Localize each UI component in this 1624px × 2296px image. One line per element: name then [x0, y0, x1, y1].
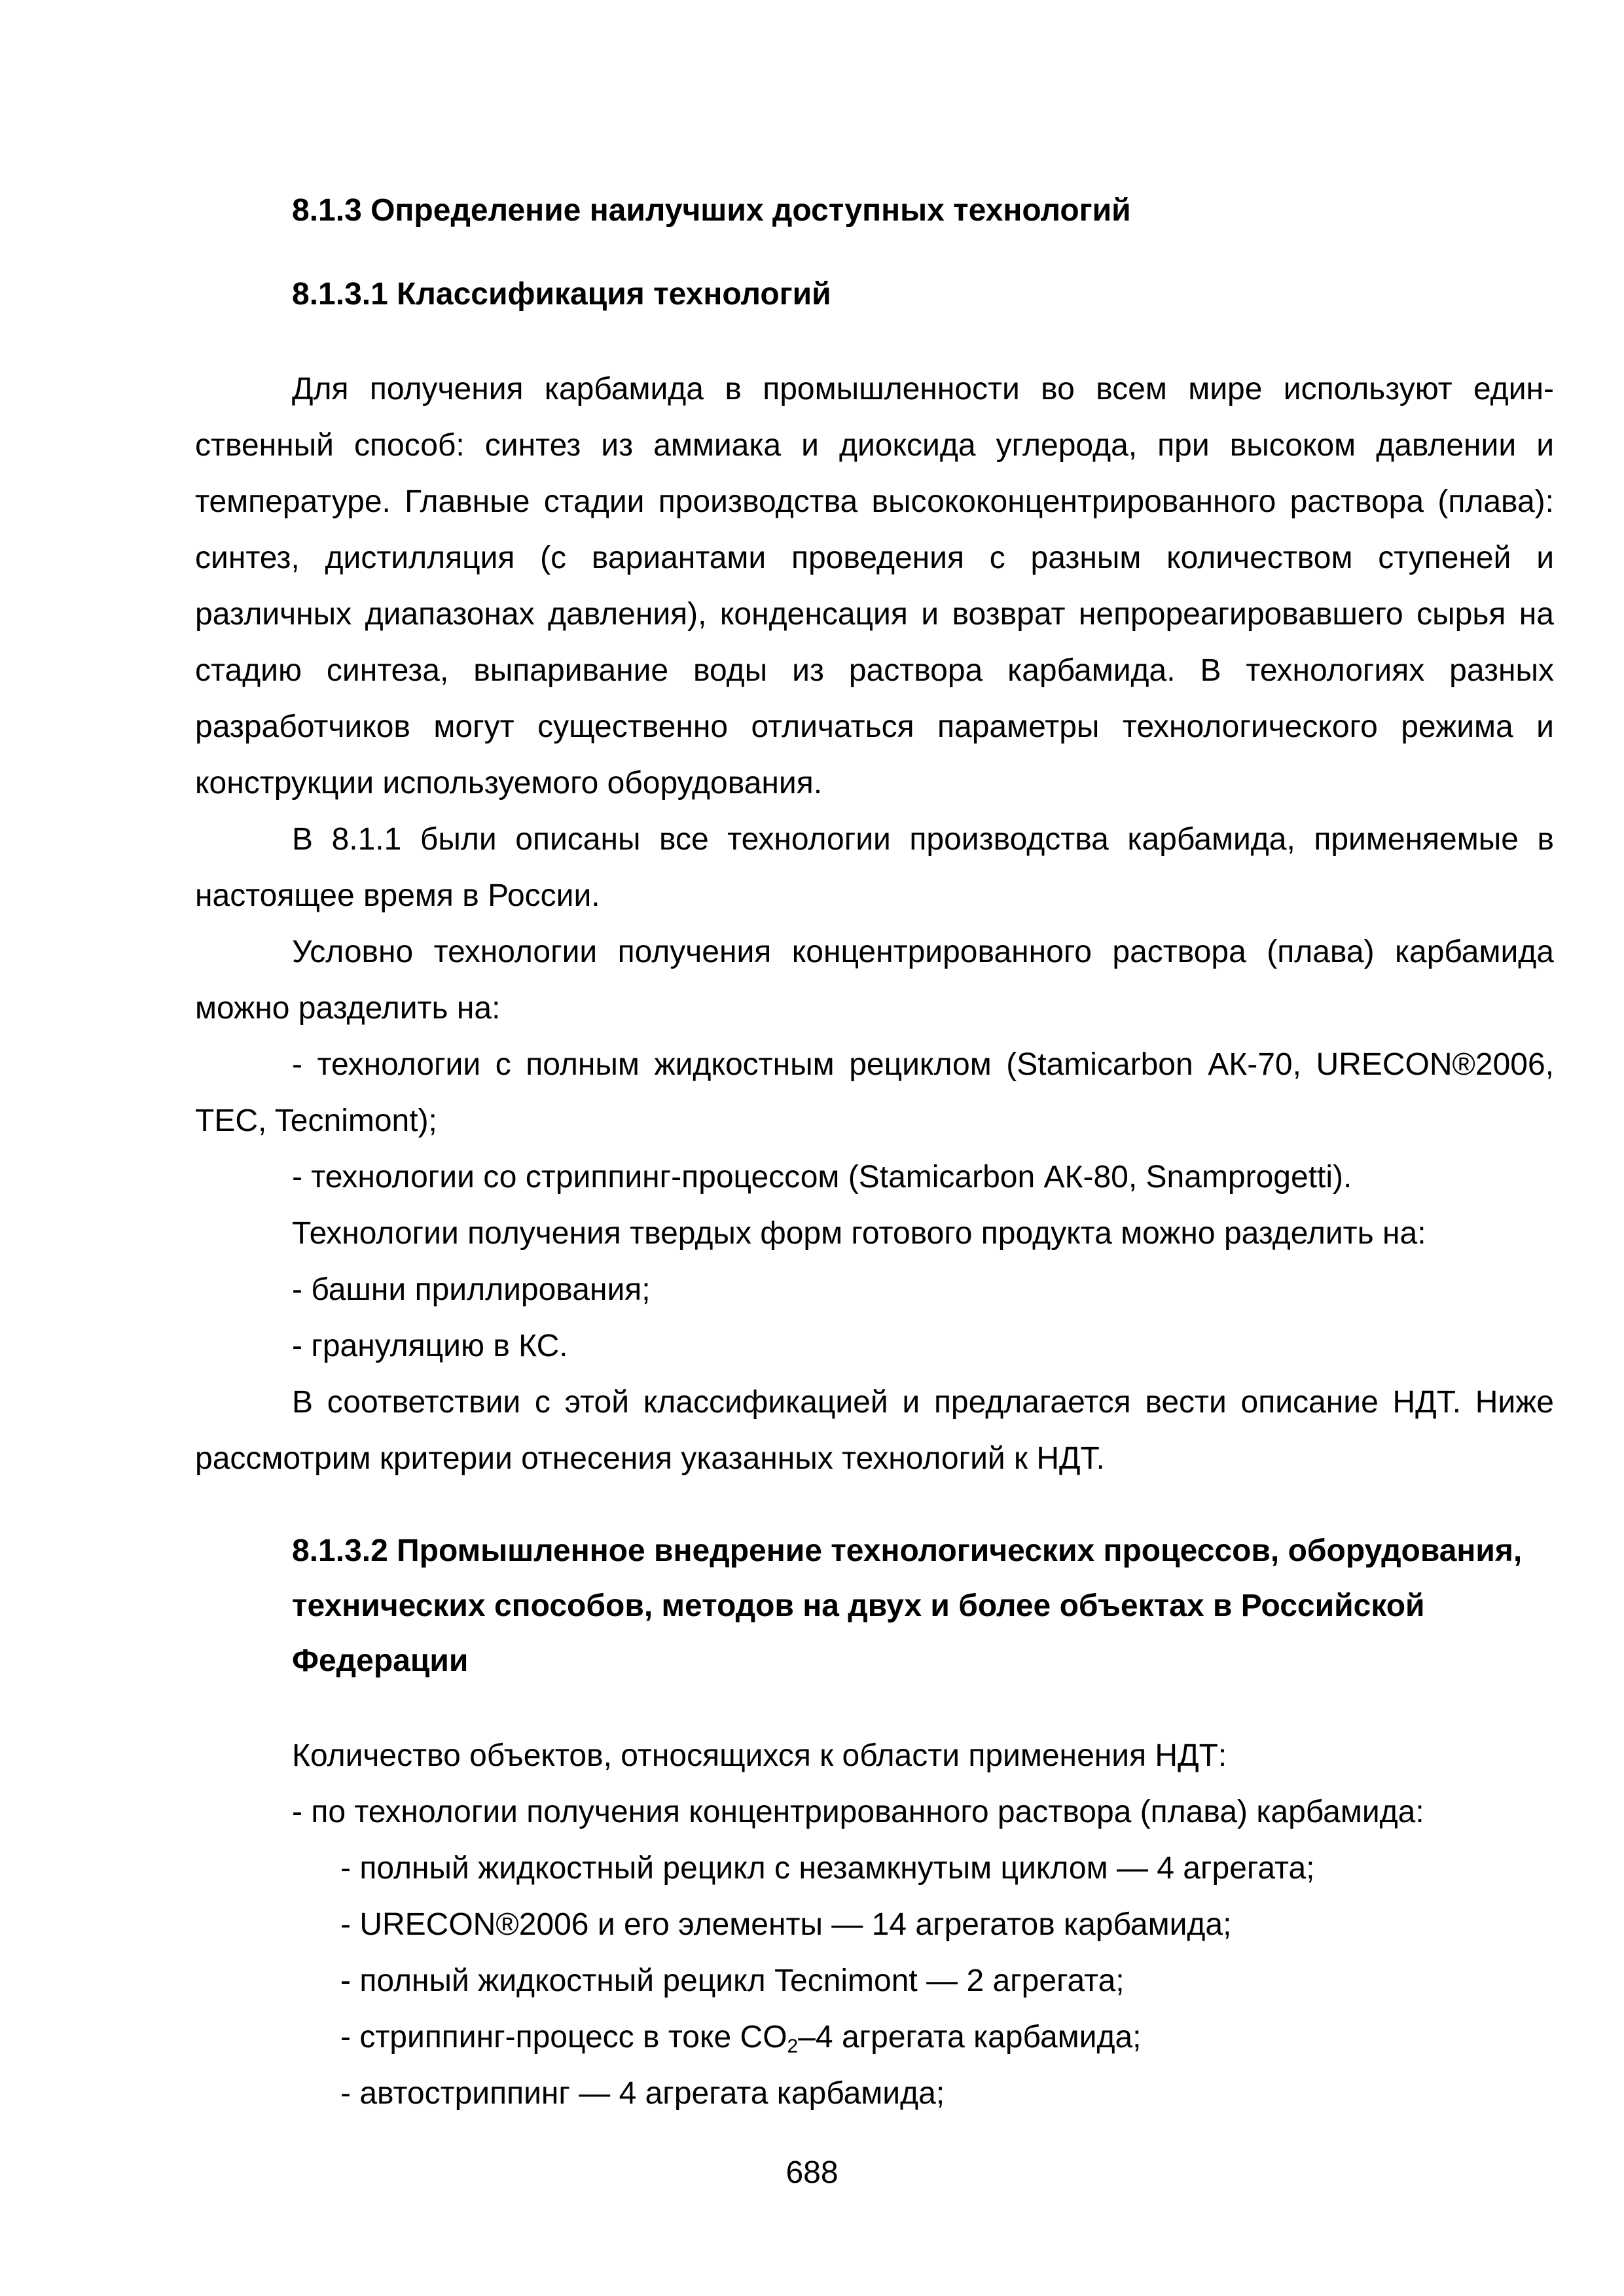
paragraph-technologies-reference: В 8.1.1 были описаны все технологии производства карбамида, применяемые в настоящее время в России.	[195, 822, 1554, 913]
paragraph-concentrated-solution: - по технологии получения концентрированного раствора (плава) карбамида:	[292, 1795, 1424, 1829]
subsection-heading-8-1-3-2: 8.1.3.2 Промышленное внедрение технологических процессов, оборудования, технических способов, методов на двух и более объектах в Российской Федерации	[292, 1534, 1523, 1678]
list-item-co2-stripping-text: - стриппинг-процесс в токе CO	[340, 2020, 787, 2054]
section-heading-8-1-3: 8.1.3 Определение наилучших доступных технологий	[292, 193, 1131, 228]
paragraph-liquid-recycle: - технологии с полным жидкостным рециклом (Stamicarbon АК-70, URECON®2006, TEC, Tecnimont);	[195, 1047, 1554, 1138]
list-item-autostripping: - автостриппинг — 4 агрегата карбамида;	[340, 2076, 945, 2111]
co2-subscript: 2	[787, 2036, 799, 2057]
paragraph-prilling: - башни приллирования;	[292, 1272, 651, 1307]
paragraph-carbamide-synthesis: Для получения карбамида в промышленности во всем мире используют единственный способ: синтез из аммиака и диоксида углерода, при высоком давлении и температуре. Главные стадии производства высококонцентрированного раствора (плава): синтез, дистилляция (с вариантами проведения с разным количеством ступеней и различных диапазонах давления), конденсация и возврат непрореагировавшего сырья на стадию синтеза, выпаривание воды из раствора карбамида. В технологиях разных разработчиков могут существенно отличаться параметры технологического режима и конструкции используемого оборудования.	[195, 372, 1554, 800]
list-item-tecnimont: - полный жидкостный рецикл Tecnimont — 2 агрегата;	[340, 1964, 1125, 1998]
list-item-urecon: - URECON®2006 и его элементы — 14 агрегатов карбамида;	[340, 1907, 1232, 1942]
paragraph-granulation: - грануляцию в КС.	[292, 1329, 568, 1363]
list-item-open-cycle: - полный жидкостный рецикл с незамкнутым циклом — 4 агрегата;	[340, 1851, 1315, 1886]
paragraph-objects-count: Количество объектов, относящихся к области применения НДТ:	[292, 1738, 1227, 1773]
page-content	[195, 183, 1554, 2122]
list-item-co2-stripping	[195, 2009, 1554, 2066]
paragraph-solid-forms: Технологии получения твердых форм готового продукта можно разделить на:	[292, 1216, 1426, 1251]
list-item-co2-stripping-rest: –4 агрегата карбамида;	[798, 2020, 1142, 2054]
subsection-heading-8-1-3-1: 8.1.3.1 Классификация технологий	[292, 277, 831, 312]
paragraph-classification-intro: Условно технологии получения концентрированного раствора (плава) карбамида можно разделить на:	[195, 935, 1554, 1026]
paragraph-stripping: - технологии со стриппинг-процессом (Stamicarbon АК-80, Snamprogetti).	[292, 1160, 1352, 1194]
paragraph-ndt-description: В соответствии с этой классификацией и предлагается вести описание НДТ. Ниже рассмотрим критерии отнесения указанных технологий к НДТ.	[195, 1385, 1554, 1476]
page-number: 688	[785, 2155, 839, 2190]
